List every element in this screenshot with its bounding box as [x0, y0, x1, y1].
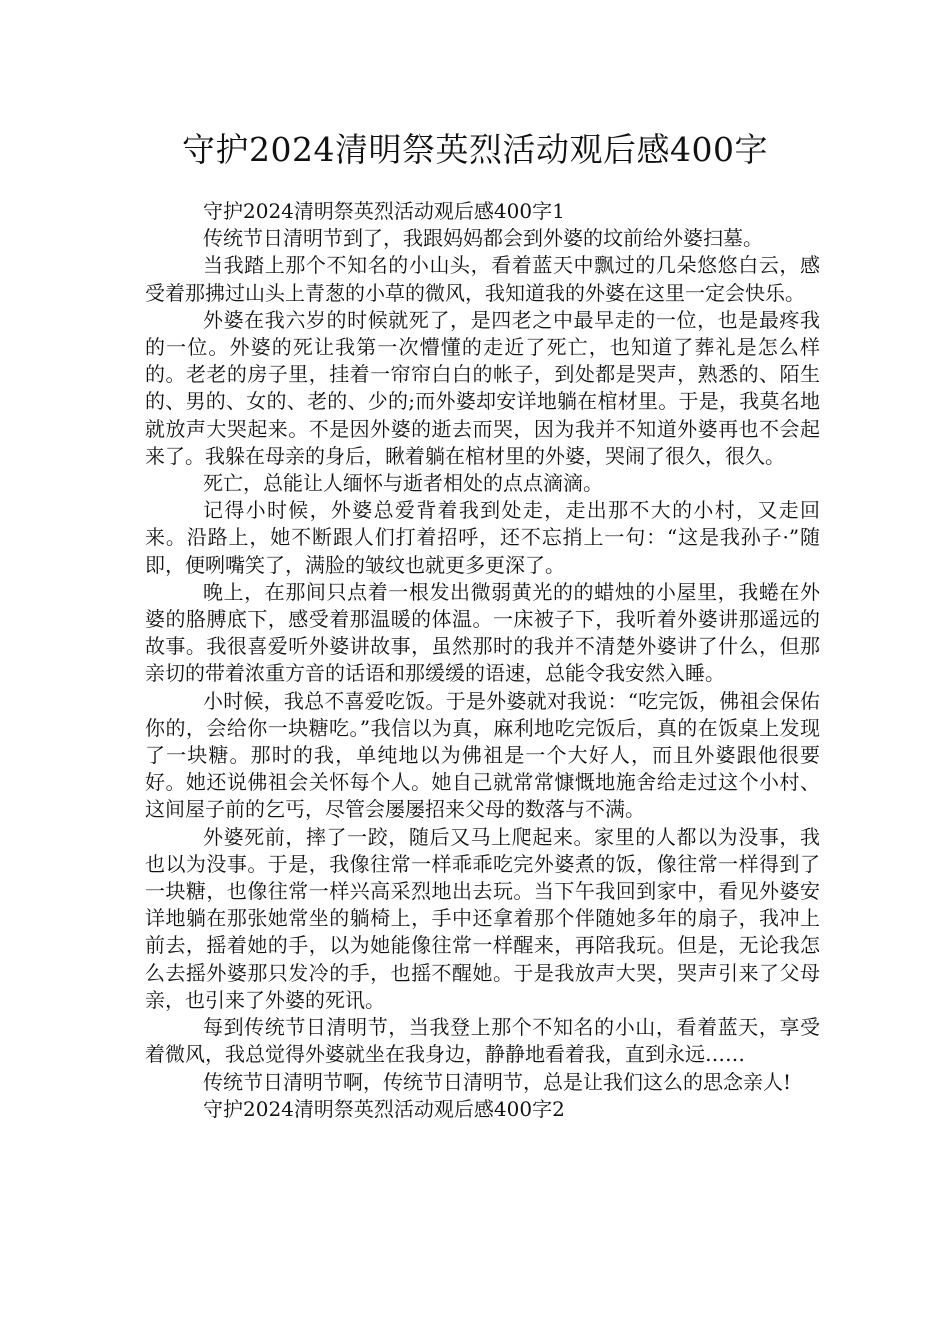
paragraph: 死亡，总能让人缅怀与逝者相处的点点滴滴。: [203, 471, 603, 496]
paragraph: 小时候，我总不喜爱吃饭。于是外婆就对我说：“吃完饭，佛祖会保佑你的，会给你一块糖吃。”我信以为真，麻利地吃完饭后，真的在饭桌上发现了一块糖。那时的我，单纯地以为佛祖是一个大好人，而且外婆跟他很要好。她还说佛祖会关怀每个人。她自己就常常慷慨地施舍给走过这个小村、这间屋子前的乞丐，尽管会屡屡招来父母的数落与不满。: [145, 688, 820, 822]
section-heading-1: 守护2024清明祭英烈活动观后感400字1: [203, 199, 565, 223]
paragraph: 晚上，在那间只点着一根发出微弱黄光的的蜡烛的小屋里，我蜷在外婆的胳膊底下，感受着那温暖的体温。一床被子下，我听着外婆讲那遥远的故事。我很喜爱听外婆讲故事，虽然那时的我并不清楚外婆讲了什么，但那亲切的带着浓重方音的话语和那缓缓的语速，总能令我安然入睡。: [145, 579, 820, 686]
paragraph: 每到传统节日清明节，当我登上那个不知名的小山，看着蓝天，享受着微风，我总觉得外婆就坐在我身边，静静地看着我，直到永远……: [145, 1015, 820, 1067]
paragraph: 传统节日清明节啊，传统节日清明节，总是让我们这么的思念亲人!: [203, 1069, 792, 1094]
document-title: 守护2024清明祭英烈活动观后感400字: [182, 130, 768, 169]
paragraph: 当我踏上那个不知名的小山头，看着蓝天中飘过的几朵悠悠白云，感受着那拂过山头上青葱的小草的微风，我知道我的外婆在这里一定会快乐。: [145, 253, 820, 305]
document-body: [145, 198, 820, 1123]
paragraph: 传统节日清明节到了，我跟妈妈都会到外婆的坟前给外婆扫墓。: [203, 226, 763, 251]
paragraph: 外婆在我六岁的时候就死了，是四老之中最早走的一位，也是最疼我的一位。外婆的死让我第一次懵懂的走近了死亡，也知道了葬礼是怎么样的。老老的房子里，挂着一帘帘白白的帐子，到处都是哭声，熟悉的、陌生的、男的、女的、老的、少的;而外婆却安详地躺在棺材里。于是，我莫名地就放声大哭起来。不是因外婆的逝去而哭，因为我并不知道外婆再也不会起来了。我躲在母亲的身后，瞅着躺在棺材里的外婆，哭闹了很久，很久。: [145, 307, 820, 468]
section-heading-2: 守护2024清明祭英烈活动观后感400字2: [203, 1096, 565, 1121]
paragraph: 记得小时候，外婆总爱背着我到处走，走出那不大的小村，又走回来。沿路上，她不断跟人们打着招呼，还不忘捎上一句：“这是我孙子·”随即，便咧嘴笑了，满脸的皱纹也就更多更深了。: [145, 498, 820, 577]
paragraph: 外婆死前，摔了一跤，随后又马上爬起来。家里的人都以为没事，我也以为没事。于是，我像往常一样乖乖吃完外婆煮的饭，像往常一样得到了一块糖，也像往常一样兴高采烈地出去玩。当下午我回到家中，看见外婆安详地躺在那张她常坐的躺椅上，手中还拿着那个伴随她多年的扇子，我冲上前去，摇着她的手，以为她能像往常一样醒来，再陪我玩。但是，无论我怎么去摇外婆那只发冷的手，也摇不醒她。于是我放声大哭，哭声引来了父母亲，也引来了外婆的死讯。: [145, 824, 820, 1012]
